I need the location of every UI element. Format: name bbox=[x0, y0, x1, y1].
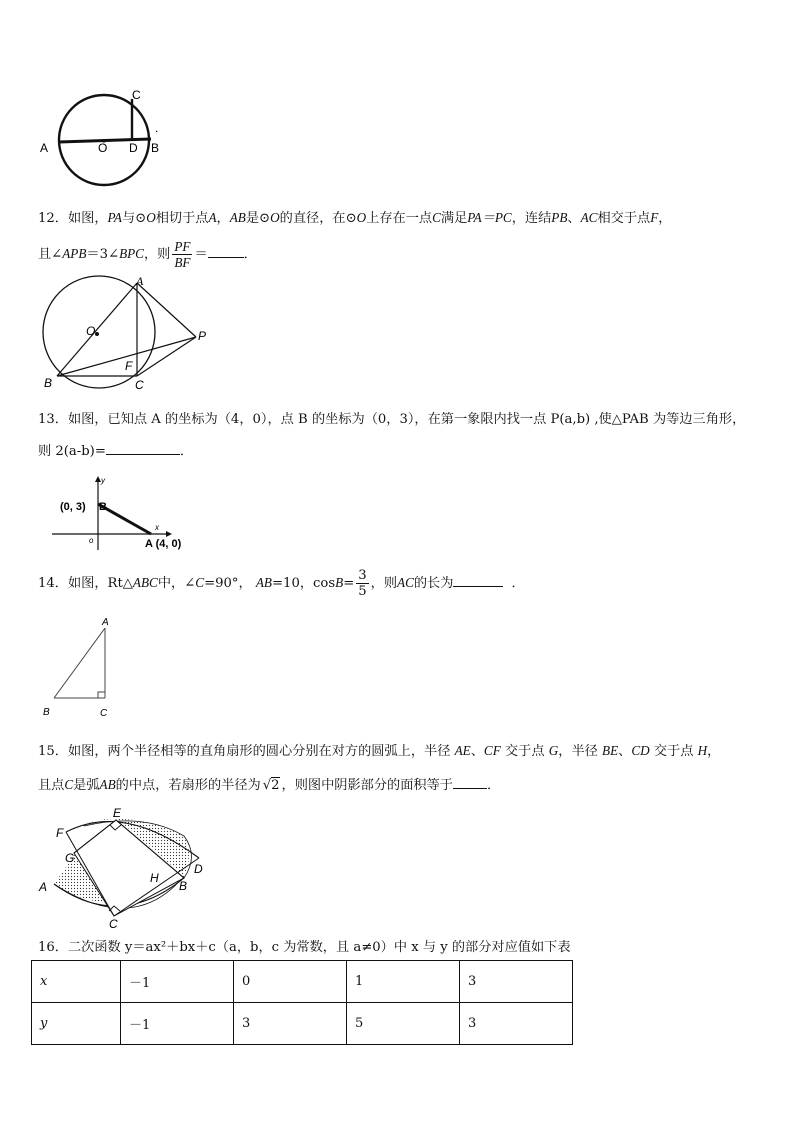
figure-q12 bbox=[34, 272, 224, 396]
q13-line1: 13．如图，已知点 A 的坐标为（4，0），点 B 的坐标为（0，3），在第一象限内找一点 P(a,b) ,使△PAB 为等边三角形， bbox=[38, 412, 746, 427]
label-x: x bbox=[155, 523, 159, 532]
label-e: E bbox=[113, 806, 122, 820]
label-c: C bbox=[135, 378, 144, 392]
values-table bbox=[31, 960, 573, 1045]
q15-text-segment: 15．如图，两个半径相等的直角扇形的圆心分别在对方的圆弧上，半径 bbox=[38, 744, 455, 759]
label-a: A bbox=[136, 274, 144, 288]
table-cell: 1 bbox=[347, 961, 460, 1003]
answer-blank-13 bbox=[106, 442, 180, 455]
q15-text-segment: G bbox=[548, 743, 559, 758]
label-c: C bbox=[100, 708, 108, 719]
q15-text-segment: 交于点 bbox=[649, 744, 698, 759]
figure-q13 bbox=[48, 474, 208, 554]
label-a-coord: A (4, 0) bbox=[145, 538, 182, 550]
table-row bbox=[32, 961, 573, 1003]
label-b: B bbox=[43, 707, 50, 718]
label-g: G bbox=[65, 851, 75, 865]
label-b-coord: (0, 3) bbox=[60, 501, 86, 513]
label-b: B bbox=[44, 376, 53, 390]
label-a: A bbox=[40, 141, 49, 155]
table-cell: 5 bbox=[347, 1003, 460, 1045]
label-a: A bbox=[39, 880, 48, 894]
table-cell: 3 bbox=[460, 961, 573, 1003]
label-y: y bbox=[101, 476, 105, 485]
q15-text-segment: AE bbox=[454, 743, 471, 758]
label-d: D bbox=[129, 141, 138, 155]
q15-text-segment: CF bbox=[483, 743, 501, 758]
sqrt-expression: √2 bbox=[262, 778, 280, 793]
label-c: C bbox=[109, 917, 118, 931]
label-h: H bbox=[150, 871, 159, 885]
label-f: F bbox=[56, 826, 64, 840]
q15-text-segment: 、 bbox=[470, 744, 484, 759]
fraction-pf-bf: $\frac{PF}{BF}$ bbox=[174, 239, 191, 270]
table-cell: y bbox=[32, 1003, 121, 1045]
q15-text-segment: BE bbox=[602, 743, 619, 758]
label-b: B bbox=[151, 141, 160, 155]
q15-text-segment: 交于点 bbox=[500, 744, 549, 759]
figure-q15 bbox=[34, 806, 224, 932]
label-c: C bbox=[132, 88, 141, 102]
table-row bbox=[32, 1003, 573, 1045]
table-cell: －1 bbox=[121, 1003, 234, 1045]
q15-text-segment: ，半径 bbox=[558, 744, 603, 759]
answer-blank-15 bbox=[453, 776, 487, 789]
figure-q14 bbox=[38, 614, 128, 724]
figure-circle-ab bbox=[36, 82, 176, 194]
q12-line1: 12．如图，PA与⊙O相切于点A，AB是⊙O的直径，在⊙O上存在一点C满足PA＝PC，连结PB、AC相交于点F， bbox=[38, 210, 672, 226]
q15-text-segment: 、 bbox=[618, 744, 632, 759]
q15-line1 bbox=[38, 740, 720, 759]
table-cell: x bbox=[32, 961, 121, 1003]
label-o: O bbox=[98, 141, 108, 155]
label-p: P bbox=[198, 329, 207, 343]
answer-blank-12 bbox=[208, 245, 244, 258]
label-o: O bbox=[86, 324, 96, 338]
table-cell: 0 bbox=[234, 961, 347, 1003]
q15-text-segment: H bbox=[697, 743, 708, 758]
label-b: B bbox=[179, 879, 188, 893]
q13-line2: 则 2(a-b)= ． bbox=[38, 444, 194, 459]
q14-line: 14．如图，Rt△ABC中，∠C=90°， AB=10，cosB= $\frac{3}{5}$ ，则AC的长为 ． bbox=[38, 568, 525, 599]
label-a: A bbox=[102, 617, 109, 628]
q15-text-segment: CD bbox=[631, 743, 650, 758]
label-f: F bbox=[125, 359, 133, 373]
q15-line2: 且点C是弧AB的中点，若扇形的半径为 √2 ，则图中阴影部分的面积等于 ． bbox=[38, 777, 501, 793]
table-cell: 3 bbox=[460, 1003, 573, 1045]
answer-blank-14 bbox=[453, 574, 503, 587]
table-cell: －1 bbox=[121, 961, 234, 1003]
q16-intro: 16．二次函数 y＝ax²＋bx＋c（a，b，c 为常数，且 a≠0）中 x 与 y 的部分对应值如下表 bbox=[38, 940, 571, 955]
q12-line2: 且∠APB＝3∠BPC，则 $\frac{PF}{BF}$ ＝ ． bbox=[38, 239, 257, 270]
label-dot: . bbox=[155, 121, 159, 135]
label-b: B bbox=[99, 501, 107, 513]
fraction-3-5: $\frac{3}{5}$ bbox=[358, 568, 367, 599]
q15-text-segment: ， bbox=[707, 744, 721, 759]
label-o: o bbox=[89, 536, 94, 545]
table-cell: 3 bbox=[234, 1003, 347, 1045]
label-d: D bbox=[194, 862, 203, 876]
